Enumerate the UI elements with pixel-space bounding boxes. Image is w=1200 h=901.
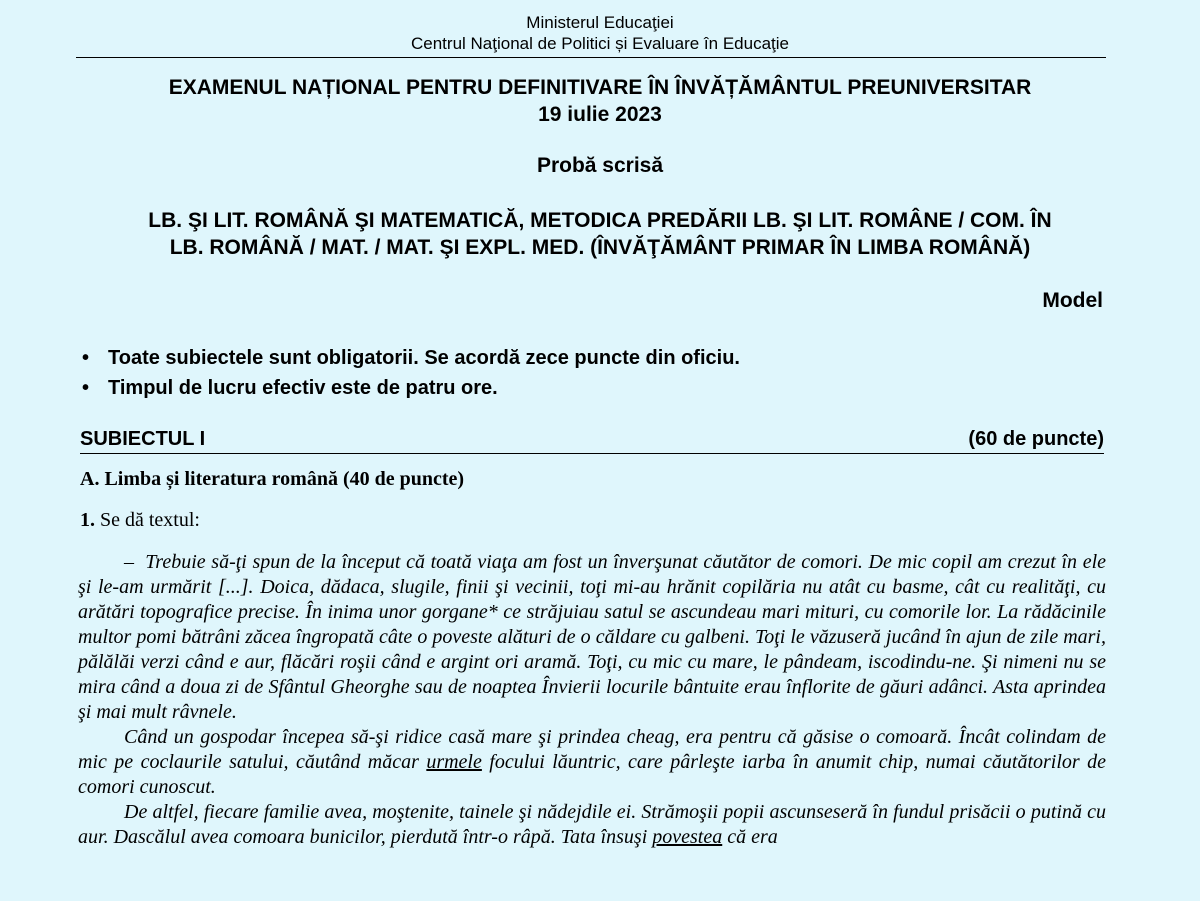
- underlined-word: povestea: [652, 826, 723, 848]
- rule-item: [80, 343, 740, 373]
- underlined-word: urmele: [426, 751, 482, 773]
- exam-title: [0, 74, 1200, 128]
- question-number: 1.: [80, 509, 95, 531]
- paragraph-text: că era: [722, 826, 778, 848]
- exam-date: 19 iulie 2023: [538, 103, 662, 126]
- exam-title-text: EXAMENUL NAȚIONAL PENTRU DEFINITIVARE ÎN ÎNVĂȚĂMÂNTUL PREUNIVERSITAR: [168, 76, 1032, 99]
- paragraph-text: Când un gospodar începea să-şi ridice casă mare şi prindea cheag, era pentru că găsise o comoară. Încât colindam de mic pe coclaurile satului, căutând măcar: [78, 726, 1106, 773]
- subject-name: SUBIECTUL I: [80, 428, 206, 450]
- document-header: [0, 0, 1200, 54]
- proba-label: Probă scrisă: [536, 154, 664, 177]
- ministry-name: Ministerul Educaţiei: [526, 13, 674, 32]
- model-label: Model: [1042, 289, 1103, 312]
- paragraph-text: Trebuie să-ţi spun de la început că toată viaţa am fost un înverşunat căutător de comori. De mic copil am crezut în ele şi le-am urmărit [...]. Doica, dădaca, slugile, finii şi vecinii, toţi mi-au hrănit copilăria nu atât cu basme, cât cu realităţi, cu arătări topografice precise. În inima unor gorgane* ce străjuiau satul se ascundeau mari mituri, cu comorile lor. La rădăcinile multor pomi bătrâni zăcea îngropată câte o poveste alături de o căldare cu galbeni. Toţi le văzuseră jucând în ajun de zile mari, pălălăi verzi când e aur, flăcări roşii când e argint ori aramă. Toţi, cu mic cu mare, le pândeam, iscodindu-ne. Şi nimeni nu se mira când a doua zi de Sfântul Gheorghe sau de noaptea Învierii locurile bântuite erau înflorite de găuri adânci. Asta aprindea şi mai mult râvnele.: [78, 551, 1106, 723]
- passage-paragraph-3: [78, 800, 1106, 850]
- literary-passage: [78, 550, 1106, 850]
- paragraph-text: focului lăuntric, care pârleşte iarba în anumit chip, numai căutătorilor de comori cunoscut.: [78, 751, 1106, 798]
- question-text: Se dă textul:: [95, 509, 200, 531]
- bullet-icon: •: [82, 377, 90, 399]
- section-title: A. Limba și literatura română (40 de puncte): [80, 468, 465, 490]
- center-name: Centrul Naţional de Politici și Evaluare în Educaţie: [411, 34, 789, 53]
- rules-list: [80, 343, 740, 403]
- passage-paragraph-1: [78, 550, 1106, 725]
- question-1: [80, 509, 200, 532]
- discipline-line-2: LB. ROMÂNĂ / MAT. / MAT. ŞI EXPL. MED. (ÎNVĂŢĂMÂNT PRIMAR ÎN LIMBA ROMÂNĂ): [169, 236, 1031, 259]
- dialogue-dash: –: [124, 551, 134, 573]
- bullet-icon: •: [82, 347, 90, 369]
- discipline-title: [60, 207, 1140, 261]
- rule-text: Timpul de lucru efectiv este de patru ore.: [108, 377, 498, 399]
- paragraph-text: De altfel, fiecare familie avea, moştenite, tainele şi nădejdile ei. Strămoşii popii ascunseseră în fundul prisăcii o putină cu aur. Dascălul avea comoara bunicilor, pierdută într-o râpă. Tata însuşi: [78, 801, 1106, 848]
- header-divider: [76, 57, 1106, 58]
- subject-heading: [80, 428, 1104, 454]
- passage-paragraph-2: [78, 725, 1106, 800]
- rule-item: [80, 373, 740, 403]
- subject-points: (60 de puncte): [968, 428, 1104, 450]
- discipline-line-1: LB. ŞI LIT. ROMÂNĂ ŞI MATEMATICĂ, METODICA PREDĂRII LB. ŞI LIT. ROMÂNE / COM. ÎN: [148, 209, 1052, 232]
- rule-text: Toate subiectele sunt obligatorii. Se acordă zece puncte din oficiu.: [108, 347, 740, 369]
